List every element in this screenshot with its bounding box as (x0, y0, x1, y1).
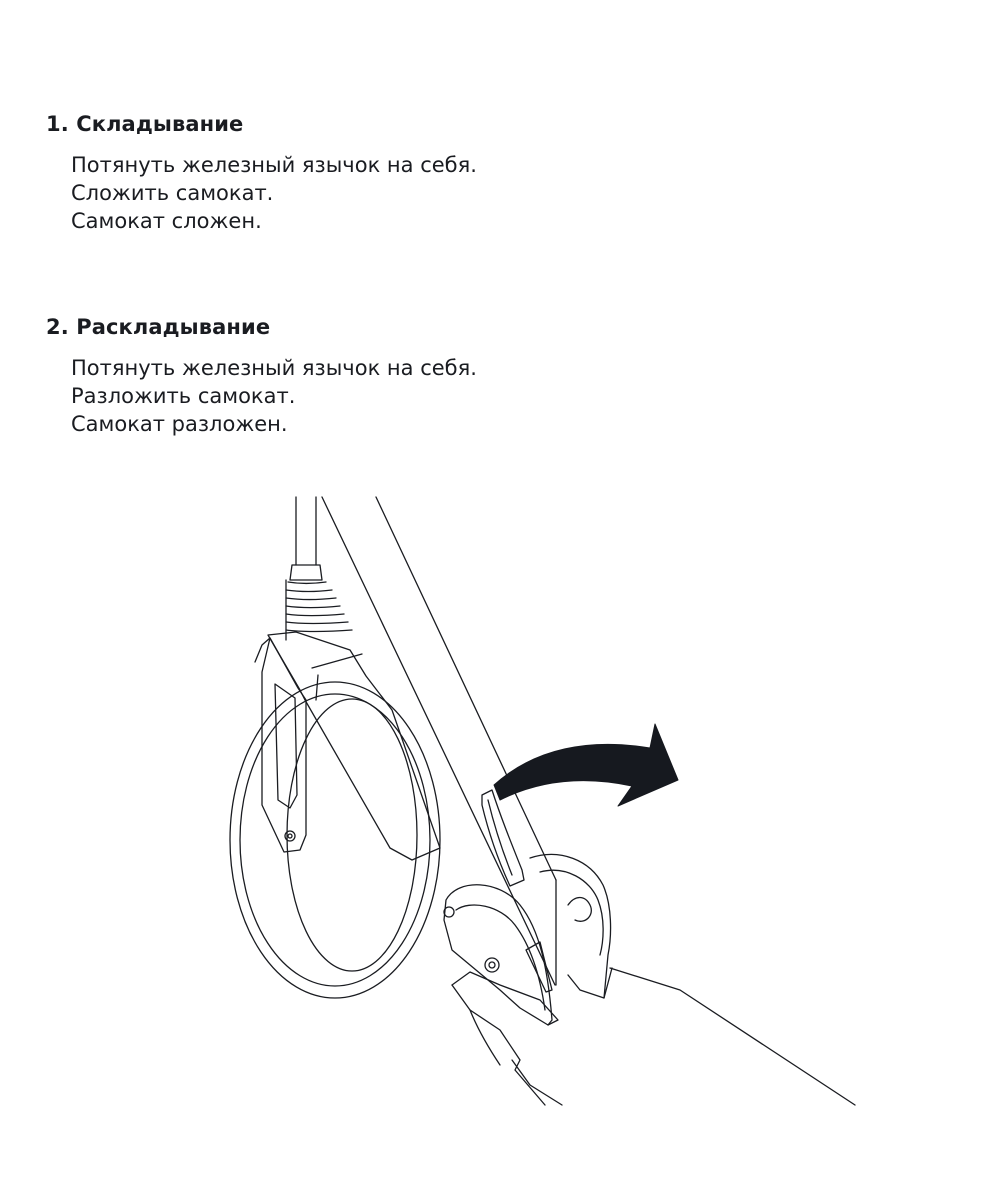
deck (452, 968, 855, 1105)
step-item: Сложить самокат. (71, 181, 274, 205)
locking-tongue (482, 790, 524, 886)
step-item: Разложить самокат. (71, 384, 296, 408)
step-item: Самокат сложен. (71, 209, 262, 233)
step-item: Самокат разложен. (71, 412, 288, 436)
folding-stem (322, 497, 556, 985)
direction-arrow (494, 724, 678, 806)
step-item: Потянуть железный язычок на себя. (71, 356, 477, 380)
hinge-plate (444, 885, 552, 1025)
section-heading-unfolding: 2. Раскладывание (46, 315, 271, 339)
front-fork (255, 632, 440, 860)
section-heading-folding: 1. Складывание (46, 112, 244, 136)
steering-column (286, 497, 352, 640)
step-item: Потянуть железный язычок на себя. (71, 153, 477, 177)
lock-disc (530, 854, 611, 998)
